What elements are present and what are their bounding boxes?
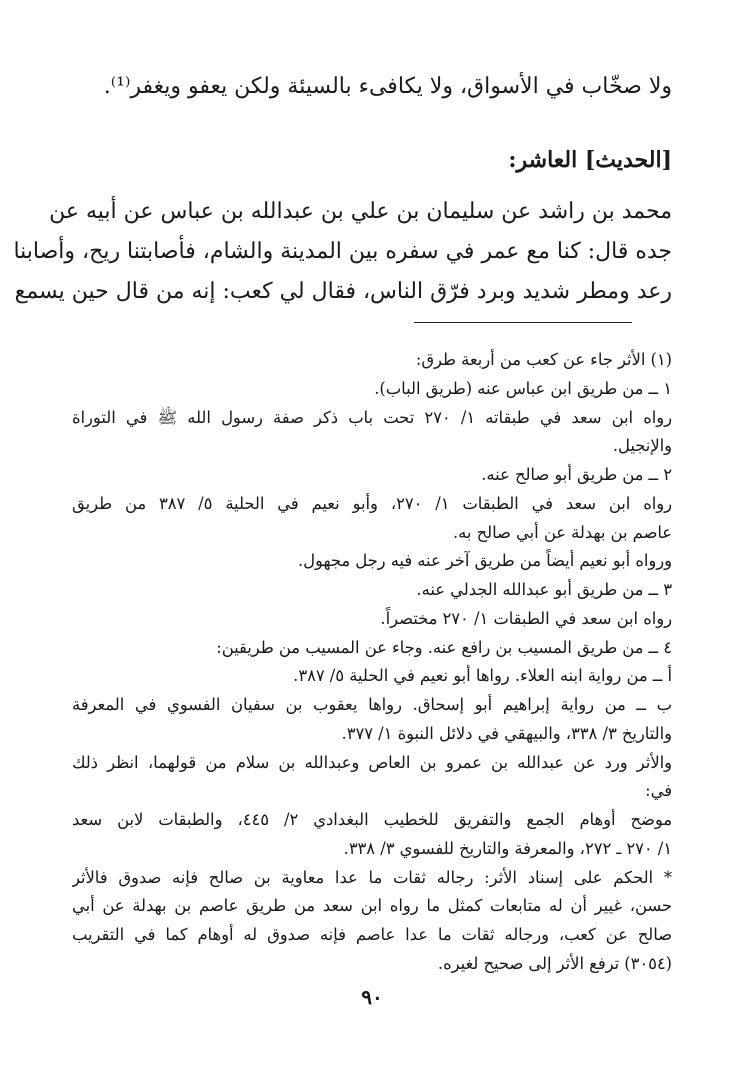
footnote-line: ٢ ــ من طريق أبو صالح عنه. bbox=[481, 465, 672, 484]
main-text bbox=[13, 192, 672, 312]
footnote-line: في: bbox=[645, 781, 672, 801]
footnote-line: والإنجيل. bbox=[612, 436, 672, 456]
footnote-line: عاصم بن بهدلة عن أبي صالح به. bbox=[452, 522, 672, 542]
footnote-line: أ ــ من رواية ابنه العلاء. رواها أبو نعيم في الحلية ٥/ ٣٨٧. bbox=[293, 666, 672, 686]
footnote-line: ١ ــ من طريق ابن عباس عنه (طريق الباب). bbox=[374, 378, 672, 398]
footnote-line: ورواه أبو نعيم أيضاً من طريق آخر عنه فيه رجل مجهول. bbox=[297, 551, 672, 571]
section-heading: [الحديث] العاشر: bbox=[508, 147, 672, 173]
intro-line: ولا صخّاب في الأسواق، ولا يكافىء بالسيئة ولكن يعفو ويغفر⁽¹⁾. bbox=[103, 74, 672, 99]
footnote-line: ٤ ــ من طريق المسيب بن رافع عنه. وجاء عن المسيب من طريقين: bbox=[216, 637, 672, 657]
footnote-line: رواه ابن سعد في الطبقات ١/ ٢٧٠ مختصراً. bbox=[380, 608, 672, 628]
footnote-line: موضح أوهام الجمع والتفريق للخطيب البغدادي ٢/ ٤٤٥، والطبقات لابن سعد bbox=[72, 810, 672, 829]
footnote-separator bbox=[414, 322, 632, 323]
footnote-line: رواه ابن سعد في طبقاته ١/ ٢٧٠ تحت باب ذكر صفة رسول الله ﷺ في التوراة bbox=[72, 407, 672, 427]
footnote-line: والتاريخ ٣/ ٣٣٨، والبيهقي في دلائل النبوة ١/ ٣٧٧. bbox=[341, 723, 672, 743]
footnote-line: (٣٠٥٤) ترفع الأثر إلى صحيح لغيره. bbox=[437, 953, 672, 973]
main-line: رعد ومطر شديد وبرد فرّق الناس، فقال لي كعب: إنه من قال حين يسمع bbox=[14, 279, 672, 304]
page-number: ٩٠ bbox=[361, 985, 383, 1009]
main-line: جده قال: كنا مع عمر في سفره بين المدينة والشام، فأصابتنا ريح، وأصابنا bbox=[13, 239, 672, 264]
footnote-line: والأثر ورد عن عبدالله بن عمرو بن العاص وعبدالله بن سلام من قولهما، انظر ذلك bbox=[72, 752, 672, 772]
footnote-line: حسن، غيير أن له متابعات كمثل ما رواه ابن سعد من طريق عاصم بن بهدلة عن أبي bbox=[72, 896, 672, 916]
footnote-line: صالح عن كعب، ورجاله ثقات ما عدا عاصم فإنه صدوق له أوهام كما في التقريب bbox=[72, 925, 672, 944]
main-line: محمد بن راشد عن سليمان بن علي بن عبدالله بن عباس عن أبيه عن bbox=[49, 199, 672, 224]
footnote-line: ١/ ٢٧٠ ـ ٢٧٢، والمعرفة والتاريخ للفسوي ٣/ ٣٣٨. bbox=[343, 838, 672, 858]
footnote-line: ٣ ــ من طريق أبو عبدالله الجدلي عنه. bbox=[416, 580, 672, 599]
footnote-line: ب ــ من رواية إبراهيم أبو إسحاق. رواها يعقوب بن سفيان الفسوي في المعرفة bbox=[72, 695, 672, 714]
footnote-line: * الحكم على إسناد الأثر: رجاله ثقات ما عدا معاوية بن صالح فإنه صدوق فالأثر bbox=[72, 867, 672, 887]
footnotes bbox=[72, 346, 672, 979]
footnote-line: رواه ابن سعد في الطبقات ١/ ٢٧٠، وأبو نعيم في الحلية ٥/ ٣٨٧ من طريق bbox=[72, 493, 672, 513]
footnote-line: (١) الأثر جاء عن كعب من أربعة طرق: bbox=[415, 350, 672, 369]
